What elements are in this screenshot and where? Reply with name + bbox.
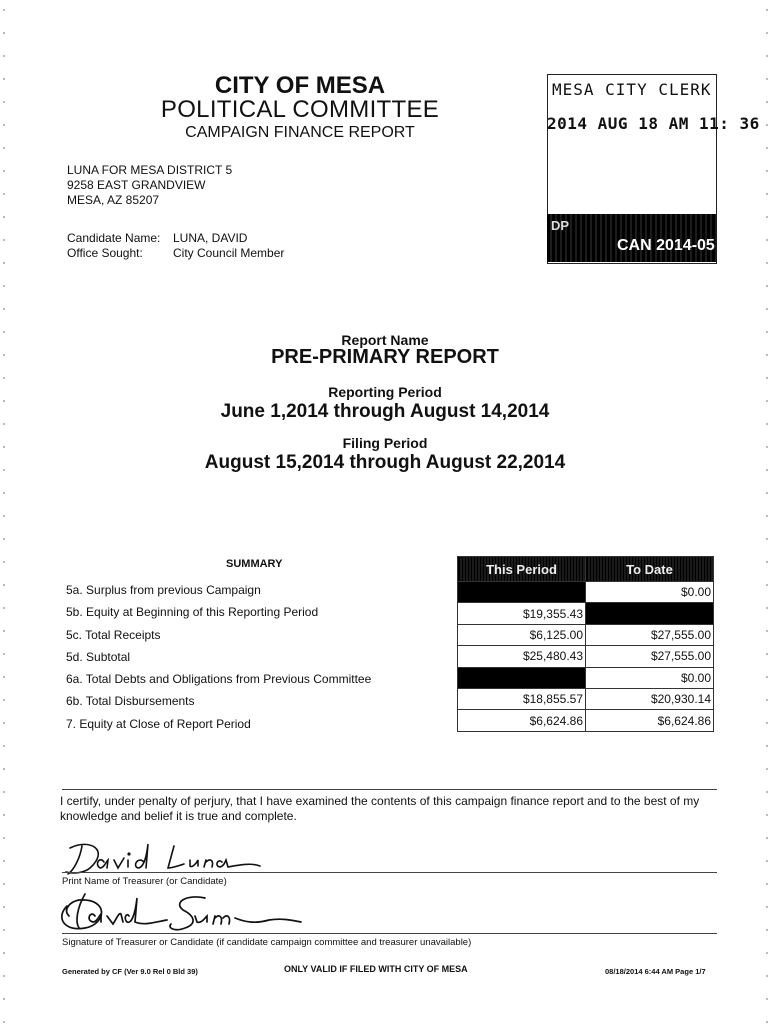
summary-row-label: 5d. Subtotal	[66, 649, 131, 664]
table-row	[458, 582, 714, 603]
cell-to-date: $20,930.14	[586, 688, 714, 709]
report-type-title: CAMPAIGN FINANCE REPORT	[185, 124, 415, 141]
print-name-line	[62, 872, 717, 873]
report-name-label: Report Name	[341, 332, 429, 348]
filing-period: August 15,2014 through August 22,2014	[204, 452, 566, 473]
cell-blocked	[458, 582, 586, 603]
committee-city-state-zip: MESA, AZ 85207	[67, 193, 160, 207]
clerk-stamp-line1: MESA CITY CLERK	[552, 80, 712, 99]
certification-text: I certify, under penalty of perjury, that I have examined the contents of this campaign finance report and to the best of my knowledge and belief it is true and complete.	[60, 794, 700, 823]
summary-row-labels	[66, 581, 371, 737]
cell-to-date: $27,555.00	[586, 646, 714, 667]
clerk-stamp-document-id: CAN 2014-05	[617, 237, 715, 254]
summary-row-label: 6b. Total Disbursements	[66, 694, 195, 709]
signature-line	[62, 933, 717, 934]
cell-to-date: $0.00	[586, 667, 714, 688]
summary-title: SUMMARY	[226, 558, 283, 570]
summary-row-label: 5c. Total Receipts	[66, 627, 161, 642]
footer-timestamp-page: 08/18/2014 6:44 AM Page 1/7	[605, 967, 706, 976]
candidate-name-label: Candidate Name:	[67, 231, 161, 245]
table-row	[458, 603, 714, 624]
summary-row-label: 5b. Equity at Beginning of this Reporting Period	[66, 605, 319, 620]
office-sought-label: Office Sought:	[67, 246, 143, 260]
scan-edge-right	[766, 0, 768, 1024]
candidate-name-value: LUNA, DAVID	[173, 231, 248, 245]
city-title: CITY OF MESA	[214, 72, 386, 99]
committee-address	[67, 163, 232, 208]
cell-to-date: $0.00	[586, 582, 714, 603]
signature-handwriting	[55, 888, 315, 936]
col-to-date-header: To Date	[586, 557, 714, 582]
table-row	[458, 710, 714, 731]
summary-row-label: 5a. Surplus from previous Campaign	[66, 583, 261, 597]
cell-this-period: $25,480.43	[458, 646, 586, 667]
cell-this-period: $6,125.00	[458, 624, 586, 645]
footer-validity-notice: ONLY VALID IF FILED WITH CITY OF MESA	[284, 964, 468, 974]
scan-edge-left	[3, 0, 5, 1024]
summary-row-label: 7. Equity at Close of Report Period	[66, 716, 251, 731]
committee-type-title: POLITICAL COMMITTEE	[160, 96, 440, 123]
col-this-period-header: This Period	[458, 557, 586, 582]
reporting-period: June 1,2014 through August 14,2014	[220, 401, 550, 422]
reporting-period-label: Reporting Period	[328, 384, 442, 400]
report-name: PRE-PRIMARY REPORT	[271, 346, 499, 368]
table-row	[458, 688, 714, 709]
certification-divider	[62, 789, 717, 790]
summary-row-label: 6a. Total Debts and Obligations from Previous Committee	[66, 672, 372, 687]
table-row	[458, 646, 714, 667]
summary-header-row	[458, 557, 714, 582]
clerk-stamp-code: DP	[551, 218, 570, 233]
print-name-label: Print Name of Treasurer (or Candidate)	[62, 876, 227, 887]
summary-table	[457, 556, 714, 732]
committee-name: LUNA FOR MESA DISTRICT 5	[67, 163, 233, 177]
office-sought-value: City Council Member	[173, 246, 285, 260]
table-row	[458, 624, 714, 645]
cell-blocked	[458, 667, 586, 688]
cell-this-period: $18,855.57	[458, 688, 586, 709]
cell-blocked	[586, 603, 714, 624]
signature-label: Signature of Treasurer or Candidate (if candidate campaign committee and treasurer unavailable)	[62, 937, 472, 948]
cell-this-period: $6,624.86	[458, 710, 586, 731]
footer-generator: Generated by CF (Ver 9.0 Rel 0 Bld 39)	[62, 967, 198, 976]
candidate-info	[67, 231, 284, 261]
cell-to-date: $27,555.00	[586, 624, 714, 645]
cell-to-date: $6,624.86	[586, 710, 714, 731]
table-row	[458, 667, 714, 688]
committee-street: 9258 EAST GRANDVIEW	[67, 178, 206, 192]
cell-this-period: $19,355.43	[458, 603, 586, 624]
filing-period-label: Filing Period	[342, 435, 428, 451]
clerk-stamp-timestamp: 2014 AUG 18 AM 11: 36	[547, 114, 760, 133]
